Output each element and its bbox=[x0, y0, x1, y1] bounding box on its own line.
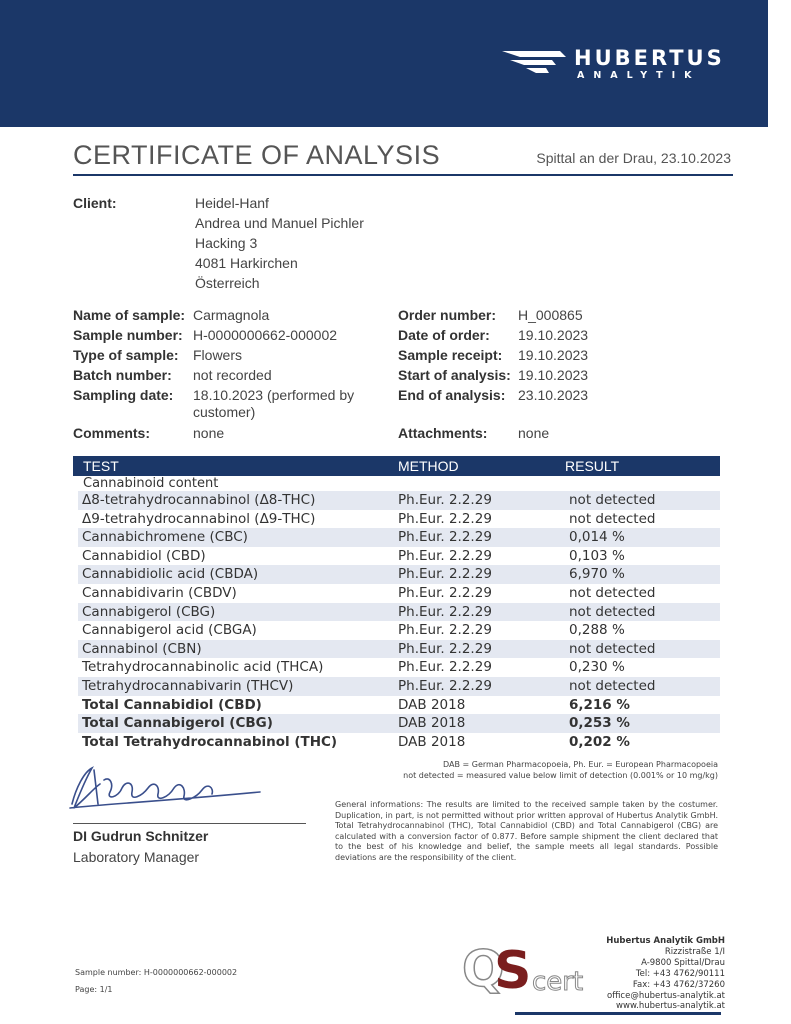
company-website[interactable]: www.hubertus-analytik.at bbox=[616, 1001, 725, 1012]
table-row bbox=[78, 603, 720, 622]
cell-result: not detected bbox=[569, 640, 656, 657]
signer-name: DI Gudrun Schnitzer bbox=[73, 828, 209, 844]
cell-result: 0,202 % bbox=[569, 733, 630, 750]
sample-receipt-value: 19.10.2023 bbox=[518, 347, 589, 363]
table-row bbox=[78, 640, 720, 659]
cell-test: Total Cannabigerol (CBG) bbox=[82, 715, 273, 732]
footnote-abbrev: DAB = German Pharmacopoeia, Ph. Eur. = European Pharmacopoeia bbox=[443, 760, 718, 769]
header-band bbox=[0, 0, 768, 127]
cell-method: Ph.Eur. 2.2.29 bbox=[398, 678, 492, 694]
order-date-value: 19.10.2023 bbox=[518, 327, 589, 343]
qscert-s: S bbox=[494, 941, 532, 998]
analysis-end-label: End of analysis: bbox=[398, 387, 506, 403]
company-fax: Fax: +43 4762/37260 bbox=[632, 979, 725, 990]
logo-mark-icon bbox=[500, 48, 570, 78]
footer-page-number: Page: 1/1 bbox=[75, 985, 113, 994]
sample-number-value: H-0000000662-000002 bbox=[193, 327, 338, 343]
results-table-header bbox=[73, 456, 720, 476]
cell-method: Ph.Eur. 2.2.29 bbox=[398, 659, 492, 676]
cell-result: not detected bbox=[569, 492, 656, 508]
company-phone: Tel: +43 4762/90111 bbox=[635, 968, 725, 979]
signature-line bbox=[73, 823, 306, 824]
cell-method: DAB 2018 bbox=[398, 715, 466, 732]
table-row bbox=[78, 510, 720, 529]
cell-test: Δ9-tetrahydrocannabinol (Δ9-THC) bbox=[82, 510, 316, 527]
company-email[interactable]: office@hubertus-analytik.at bbox=[607, 990, 725, 1001]
table-row bbox=[78, 491, 720, 510]
cell-test: Cannabidivarin (CBDV) bbox=[82, 585, 237, 601]
cell-result: 0,253 % bbox=[569, 715, 630, 732]
cell-result: 6,970 % bbox=[569, 566, 625, 583]
qscert-q: Q bbox=[462, 940, 505, 998]
order-number-label: Order number: bbox=[398, 307, 497, 323]
sampling-date-label: Sampling date: bbox=[73, 387, 174, 403]
table-row bbox=[78, 658, 720, 677]
client-label: Client: bbox=[73, 195, 117, 211]
cell-method: Ph.Eur. 2.2.29 bbox=[398, 622, 492, 639]
footer-sample-number: Sample number: H-0000000662-000002 bbox=[75, 968, 238, 977]
sample-number-label: Sample number: bbox=[73, 327, 183, 343]
sampling-date-value-cont: customer) bbox=[193, 404, 256, 420]
sample-receipt-label: Sample receipt: bbox=[398, 347, 503, 363]
table-group-label: Cannabinoid content bbox=[83, 476, 219, 491]
cell-result: not detected bbox=[569, 585, 656, 601]
cell-test: Cannabinol (CBN) bbox=[82, 640, 202, 657]
cell-result: 0,230 % bbox=[569, 659, 625, 676]
batch-number-value: not recorded bbox=[193, 367, 272, 383]
analysis-start-value: 19.10.2023 bbox=[518, 367, 589, 383]
footnote-detection: not detected = measured value below limit of detection (0.001% or 10 mg/kg) bbox=[403, 771, 718, 780]
cell-method: Ph.Eur. 2.2.29 bbox=[398, 547, 492, 564]
company-city: A-9800 Spittal/Drau bbox=[641, 957, 725, 968]
order-number-value: H_000865 bbox=[518, 307, 583, 323]
cell-test: Cannabidiol (CBD) bbox=[82, 547, 206, 564]
cell-method: Ph.Eur. 2.2.29 bbox=[398, 566, 492, 583]
sample-name-value: Carmagnola bbox=[193, 307, 270, 323]
company-address bbox=[606, 936, 725, 1012]
order-date-label: Date of order: bbox=[398, 327, 490, 343]
footer-divider bbox=[515, 1012, 721, 1015]
handwritten-signature bbox=[64, 758, 264, 818]
brand-name: HUBERTUS bbox=[574, 46, 725, 70]
cell-test: Δ8-tetrahydrocannabinol (Δ8-THC) bbox=[82, 492, 316, 508]
client-line: Andrea und Manuel Pichler bbox=[195, 215, 364, 231]
cell-test: Cannabigerol (CBG) bbox=[82, 603, 216, 620]
cell-test: Cannabichromene (CBC) bbox=[82, 529, 248, 546]
cell-result: not detected bbox=[569, 678, 656, 694]
sample-type-label: Type of sample: bbox=[73, 347, 179, 363]
attachments-label: Attachments: bbox=[398, 425, 488, 441]
cell-method: Ph.Eur. 2.2.29 bbox=[398, 640, 492, 657]
cell-result: 0,014 % bbox=[569, 529, 625, 546]
cell-result: not detected bbox=[569, 510, 656, 527]
cell-test: Cannabidiolic acid (CBDA) bbox=[82, 566, 259, 583]
table-row bbox=[78, 696, 720, 715]
cell-method: Ph.Eur. 2.2.29 bbox=[398, 492, 492, 508]
table-row bbox=[78, 547, 720, 566]
cell-test: Total Tetrahydrocannabinol (THC) bbox=[82, 733, 338, 750]
cell-method: Ph.Eur. 2.2.29 bbox=[398, 585, 492, 601]
cell-result: 0,103 % bbox=[569, 547, 625, 564]
qscert-cert: cert bbox=[532, 967, 584, 997]
cell-method: Ph.Eur. 2.2.29 bbox=[398, 603, 492, 620]
sampling-date-value: 18.10.2023 (performed by bbox=[193, 387, 355, 403]
qscert-logo bbox=[462, 938, 607, 998]
client-line: 4081 Harkirchen bbox=[195, 255, 298, 271]
cell-method: Ph.Eur. 2.2.29 bbox=[398, 510, 492, 527]
hubertus-logo bbox=[500, 44, 725, 84]
cell-method: Ph.Eur. 2.2.29 bbox=[398, 529, 492, 546]
cell-test: Tetrahydrocannabinolic acid (THCA) bbox=[82, 659, 324, 676]
company-street: Rizzistraße 1/I bbox=[664, 946, 725, 957]
cell-method: DAB 2018 bbox=[398, 733, 466, 750]
client-line: Österreich bbox=[195, 275, 260, 291]
table-row bbox=[78, 528, 720, 547]
sample-type-value: Flowers bbox=[193, 347, 243, 363]
brand-subname: ANALYTIK bbox=[577, 70, 701, 81]
batch-number-label: Batch number: bbox=[73, 367, 172, 383]
client-line: Heidel-Hanf bbox=[195, 195, 269, 211]
analysis-end-value: 23.10.2023 bbox=[518, 387, 589, 403]
table-row bbox=[78, 677, 720, 696]
header-result: RESULT bbox=[565, 458, 620, 474]
header-test: TEST bbox=[83, 458, 119, 474]
analysis-start-label: Start of analysis: bbox=[398, 367, 511, 383]
cell-result: 0,288 % bbox=[569, 622, 625, 639]
cell-test: Cannabigerol acid (CBGA) bbox=[82, 622, 257, 639]
comments-label: Comments: bbox=[73, 425, 151, 441]
client-line: Hacking 3 bbox=[195, 235, 258, 251]
table-row bbox=[78, 714, 720, 733]
sample-name-label: Name of sample: bbox=[73, 307, 186, 323]
table-row bbox=[78, 733, 720, 752]
place-date: Spittal an der Drau, 23.10.2023 bbox=[536, 150, 731, 166]
header-method: METHOD bbox=[398, 458, 459, 474]
comments-value: none bbox=[193, 425, 225, 441]
cell-method: DAB 2018 bbox=[398, 696, 466, 713]
cell-result: 6,216 % bbox=[569, 696, 630, 713]
attachments-value: none bbox=[518, 425, 550, 441]
title-divider bbox=[73, 174, 733, 176]
table-row bbox=[78, 621, 720, 640]
cell-test: Tetrahydrocannabivarin (THCV) bbox=[82, 678, 294, 694]
company-name: Hubertus Analytik GmbH bbox=[606, 936, 725, 946]
table-row bbox=[78, 565, 720, 584]
signer-role: Laboratory Manager bbox=[73, 849, 200, 865]
cell-test: Total Cannabidiol (CBD) bbox=[82, 696, 262, 713]
page-title: CERTIFICATE OF ANALYSIS bbox=[73, 140, 441, 170]
cell-result: not detected bbox=[569, 603, 656, 620]
table-row bbox=[78, 584, 720, 603]
general-information: General informations: The results are limited to the received sample taken by the costumer. Duplication, in part, is not permitted without prior written approval of Hubertus Analytik GmbH. Total Tetrahydrocannabinol (THC), Total Cannabidiol (CBD) and Total Cannabigerol (CBG) are calculated with a conversion factor of 0.877. Before sample shipment the client declared that to the best of his knowledge and belief, the sample meets all legal standards. Possible deviations are the responsibility of the client. bbox=[335, 800, 718, 862]
